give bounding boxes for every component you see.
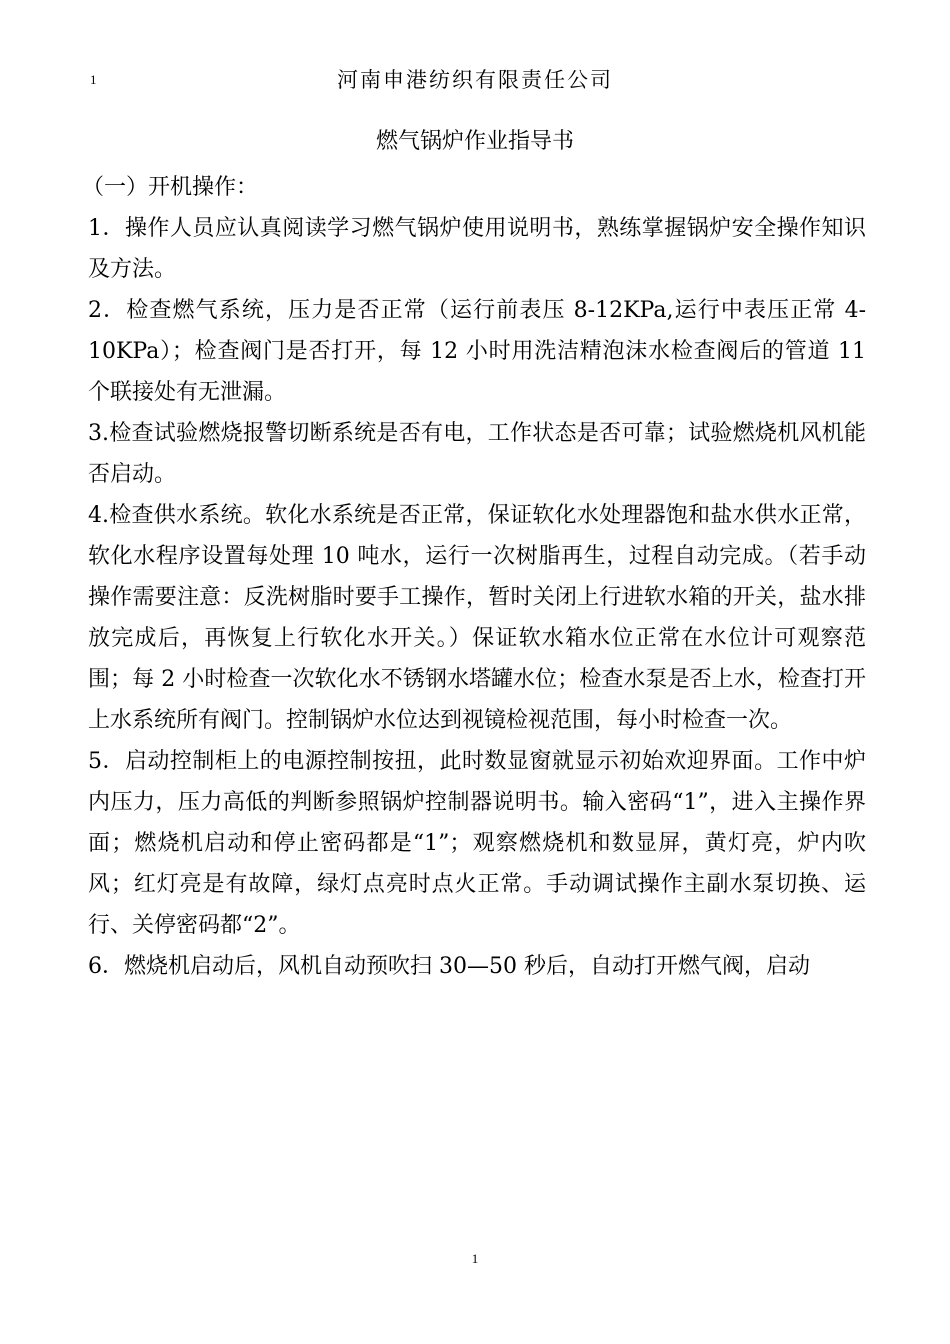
header-page-number: 1 bbox=[90, 72, 97, 87]
paragraph-4: 4.检查供水系统。软化水系统是否正常，保证软化水处理器饱和盐水供水正常，软化水程序设置每处理 10 吨水，运行一次树脂再生，过程自动完成。（若手动操作需要注意：反洗树脂时要手工操作，暂时关闭上行进软水箱的开关，盐水排放完成后，再恢复上行软化水开关。）保证软水箱水位正常在水位计可观察范围；每 2 小时检查一次软化水不锈钢水塔罐水位；检查水泵是否上水，检查打开上水系统所有阀门。控制锅炉水位达到视镜检视范围，每小时检查一次。 bbox=[88, 503, 866, 733]
paragraph-3: 3.检查试验燃烧报警切断系统是否有电，工作状态是否可靠；试验燃烧机风机能否启动。 bbox=[88, 421, 866, 487]
paragraph-1: 1．操作人员应认真阅读学习燃气锅炉使用说明书，熟练掌握锅炉安全操作知识及方法。 bbox=[88, 216, 866, 282]
company-name: 河南申港纺织有限责任公司 bbox=[337, 68, 613, 92]
section-heading: （一）开机操作： bbox=[82, 175, 259, 200]
footer-page-number: 1 bbox=[471, 1251, 479, 1266]
paragraph-5: 5．启动控制柜上的电源控制按扭，此时数显窗就显示初始欢迎界面。工作中炉内压力，压力高低的判断参照锅炉控制器说明书。输入密码“1”，进入主操作界面；燃烧机启动和停止密码都是“1”；观察燃烧机和数显屏，黄灯亮，炉内吹风；红灯亮是有故障，绿灯点亮时点火正常。手动调试操作主副水泵切换、运行、关停密码都“2”。 bbox=[88, 749, 866, 938]
paragraph-2: 2．检查燃气系统，压力是否正常（运行前表压 8-12KPa,运行中表压正常 4-10KPa）；检查阀门是否打开，每 12 小时用洗洁精泡沫水检查阀后的管道 11 个联接处有无泄漏。 bbox=[88, 298, 866, 405]
paragraph-6: 6．燃烧机启动后，风机自动预吹扫 30—50 秒后，自动打开燃气阀，启动 bbox=[88, 954, 810, 979]
document-title: 燃气锅炉作业指导书 bbox=[375, 129, 574, 154]
document-body bbox=[82, 167, 866, 987]
